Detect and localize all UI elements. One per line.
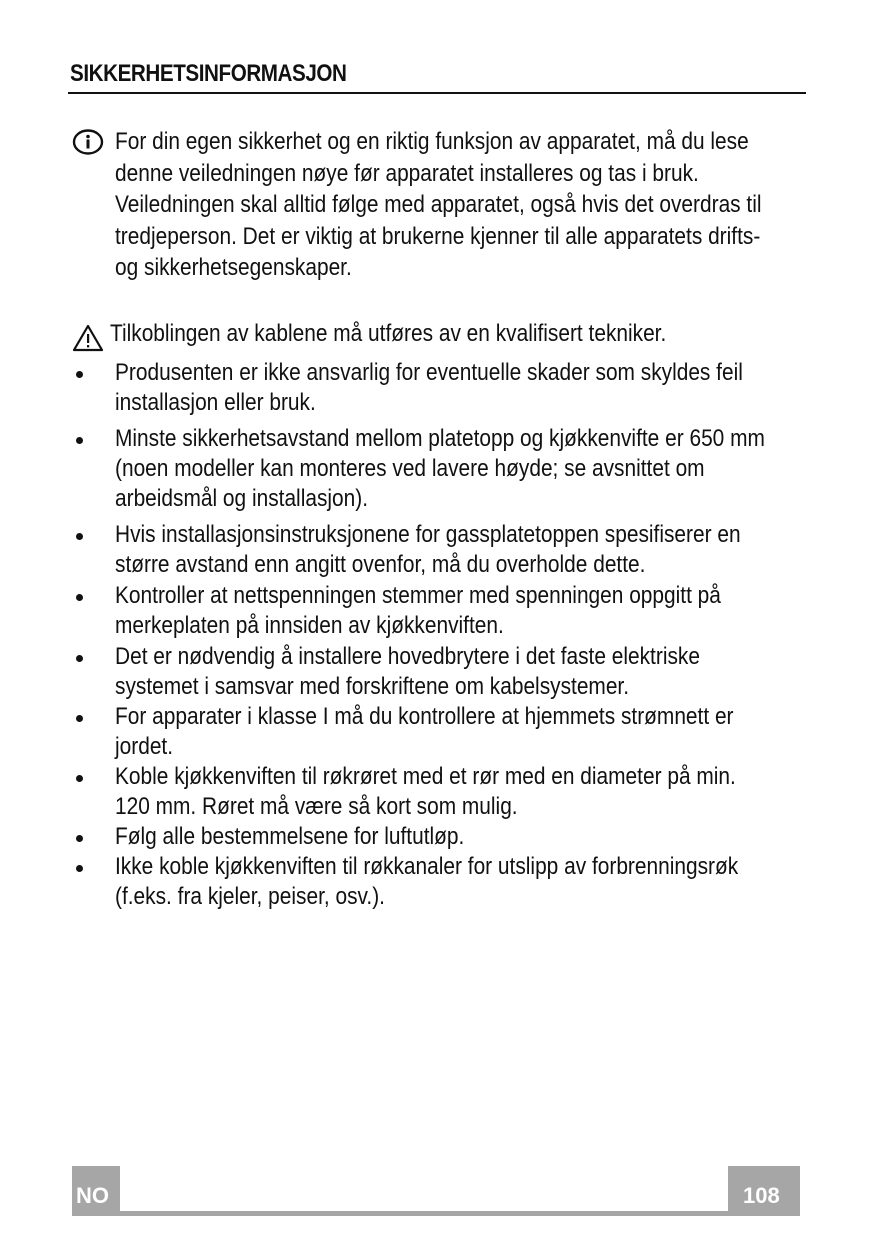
intro-line: og sikkerhetsegenskaper. xyxy=(115,254,352,281)
bullet-dot xyxy=(76,775,83,782)
list-item-line: Hvis installasjonsinstruksjonene for gassplatetoppen spesifiserer en xyxy=(115,521,741,548)
list-item-line: Det er nødvendig å installere hovedbrytere i det faste elektriske xyxy=(115,643,700,670)
page-number: 108 xyxy=(728,1166,800,1216)
bullet-dot xyxy=(76,533,83,540)
intro-paragraph xyxy=(115,126,762,284)
list-item-line: større avstand enn angitt ovenfor, må du overholde dette. xyxy=(115,551,646,578)
list-item-line: Ikke koble kjøkkenviften til røkkanaler for utslipp av forbrenningsrøk xyxy=(115,853,739,880)
footer-rule xyxy=(72,1211,800,1216)
bullet-dot xyxy=(76,865,83,872)
page-title: SIKKERHETSINFORMASJON xyxy=(70,60,347,87)
list-item-line: Minste sikkerhetsavstand mellom platetopp og kjøkkenvifte er 650 mm xyxy=(115,425,765,452)
bullet-dot xyxy=(76,594,83,601)
list-item-line: (noen modeller kan monteres ved lavere høyde; se avsnittet om xyxy=(115,455,705,482)
list-item-line: For apparater i klasse I må du kontrollere at hjemmets strømnett er xyxy=(115,703,734,730)
list-item-line: merkeplaten på innsiden av kjøkkenviften. xyxy=(115,612,504,639)
intro-line: tredjeperson. Det er viktig at brukerne kjenner til alle apparatets drifts- xyxy=(115,222,761,250)
bullet-dot xyxy=(76,655,83,662)
info-circle-icon xyxy=(72,129,104,155)
bullet-dot xyxy=(76,715,83,722)
list-item-line: Følg alle bestemmelsene for luftutløp. xyxy=(115,823,465,850)
list-item-line: (f.eks. fra kjeler, peiser, osv.). xyxy=(115,883,385,910)
list-item-line: arbeidsmål og installasjon). xyxy=(115,485,369,512)
warning-triangle-icon xyxy=(72,324,104,352)
warning-text: Tilkoblingen av kablene må utføres av en kvalifisert tekniker. xyxy=(110,320,667,347)
bullet-dot xyxy=(76,835,83,842)
list-item-line: 120 mm. Røret må være så kort som mulig. xyxy=(115,793,518,820)
list-item-line: Produsenten er ikke ansvarlig for eventuelle skader som skyldes feil xyxy=(115,359,743,386)
intro-line: Veiledningen skal alltid følge med apparatet, også hvis det overdras til xyxy=(115,191,762,218)
list-item-line: Kontroller at nettspenningen stemmer med spenningen oppgitt på xyxy=(115,582,721,609)
language-badge: NO xyxy=(72,1166,120,1216)
intro-line: For din egen sikkerhet og en riktig funksjon av apparatet, må du lese xyxy=(115,128,749,155)
list-item-line: Koble kjøkkenviften til røkrøret med et rør med en diameter på min. xyxy=(115,763,736,790)
title-divider xyxy=(68,92,806,94)
bullet-dot xyxy=(76,437,83,444)
intro-line: denne veiledningen nøye før apparatet installeres og tas i bruk. xyxy=(115,159,699,187)
list-item-line: installasjon eller bruk. xyxy=(115,389,316,416)
list-item-line: systemet i samsvar med forskriftene om kabelsystemer. xyxy=(115,673,630,700)
bullet-dot xyxy=(76,371,83,378)
list-item-line: jordet. xyxy=(115,733,174,760)
